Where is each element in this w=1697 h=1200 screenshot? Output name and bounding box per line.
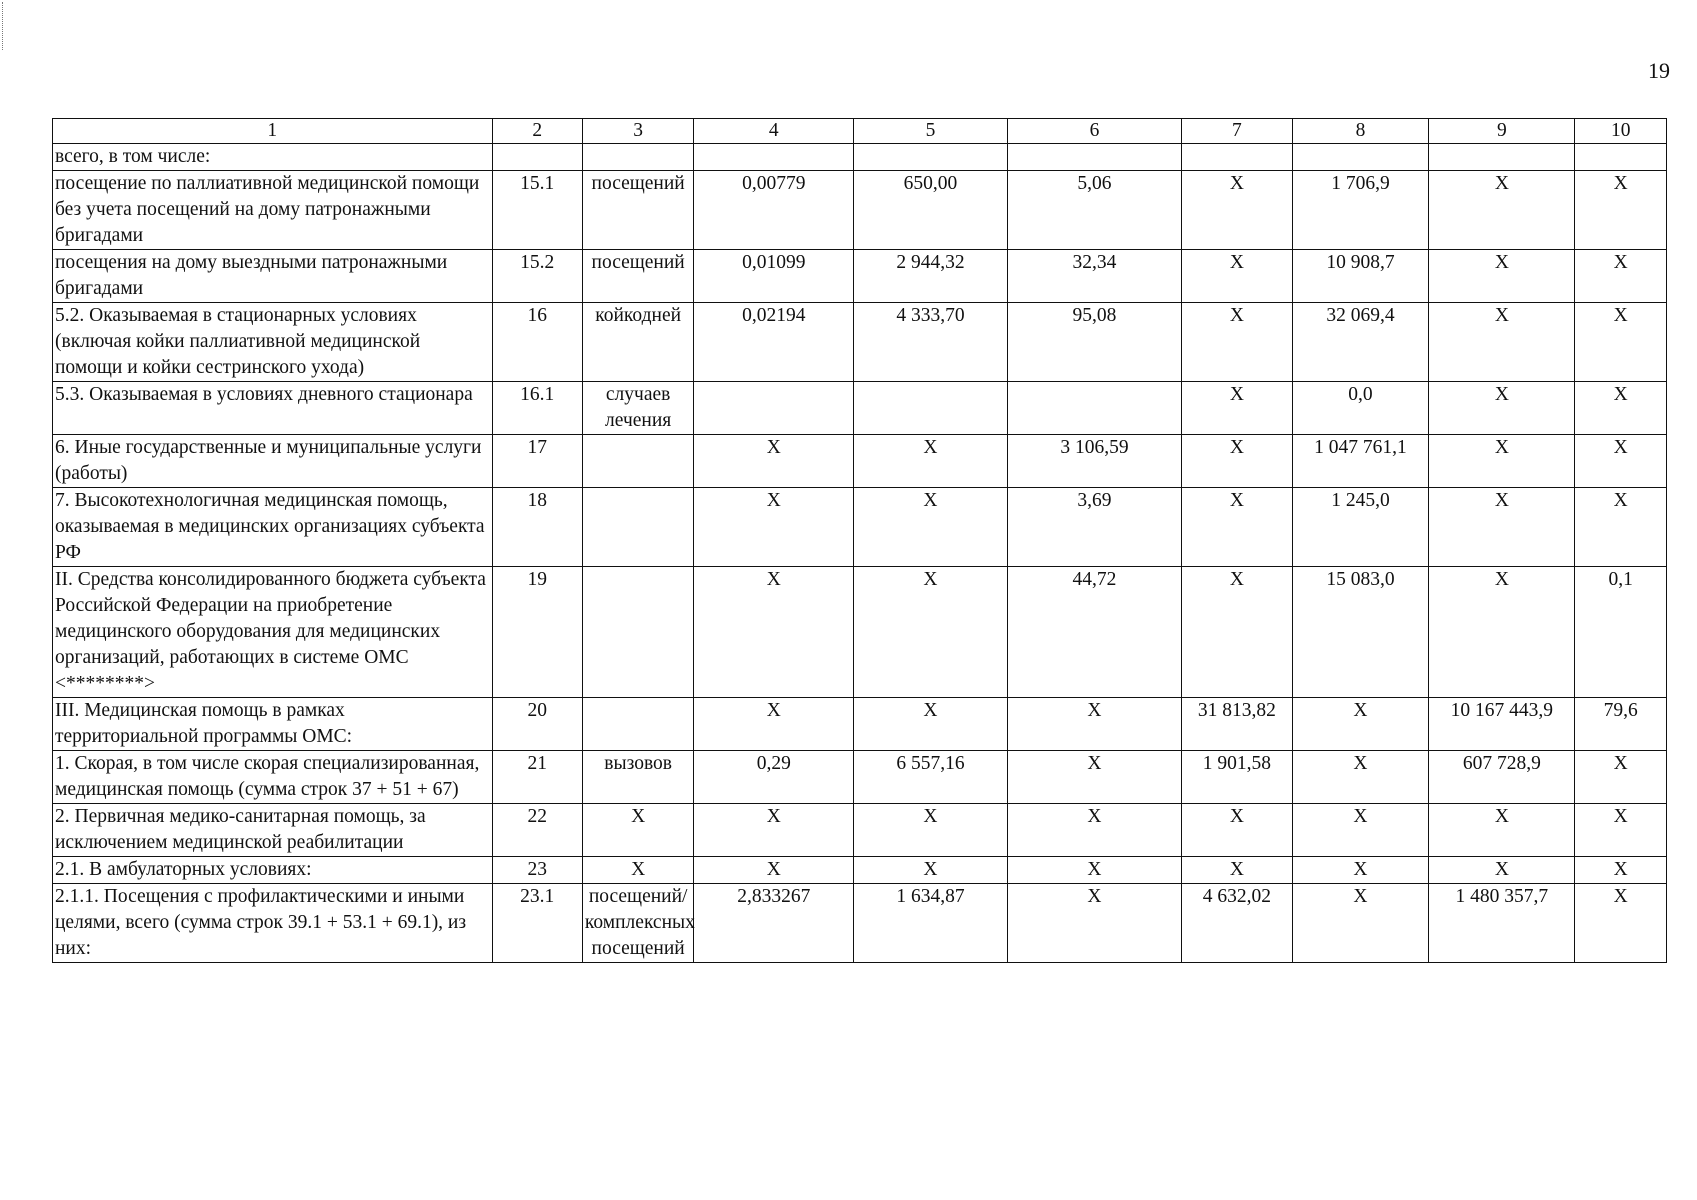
value-cell: X [1575, 884, 1667, 963]
value-cell: X [694, 804, 854, 857]
value-cell: посещений/комплексных посещений [582, 884, 693, 963]
value-cell: 1 047 761,1 [1292, 435, 1429, 488]
value-cell: X [1007, 884, 1182, 963]
column-header: 9 [1429, 119, 1575, 144]
row-label-cell: посещение по паллиативной медицинской помощи без учета посещений на дому патронажными бригадами [53, 171, 493, 250]
row-label-cell: II. Средства консолидированного бюджета субъекта Российской Федерации на приобретение медицинского оборудования для медицинских организаций, работающих в системе ОМС <********> [53, 567, 493, 698]
value-cell: X [1182, 567, 1292, 698]
scan-mark [2, 2, 9, 50]
value-cell: X [1292, 698, 1429, 751]
value-cell: X [1575, 250, 1667, 303]
value-cell: 16 [492, 303, 582, 382]
row-label-cell: 5.3. Оказываемая в условиях дневного стационара [53, 382, 493, 435]
value-cell: X [1575, 171, 1667, 250]
value-cell: 32 069,4 [1292, 303, 1429, 382]
value-cell: X [1007, 751, 1182, 804]
value-cell [1007, 382, 1182, 435]
column-header: 8 [1292, 119, 1429, 144]
column-header: 3 [582, 119, 693, 144]
value-cell: X [1182, 488, 1292, 567]
value-cell: X [582, 804, 693, 857]
value-cell: X [694, 567, 854, 698]
value-cell: X [1429, 435, 1575, 488]
value-cell: 2,833267 [694, 884, 854, 963]
value-cell: 607 728,9 [1429, 751, 1575, 804]
value-cell: X [1182, 250, 1292, 303]
budget-table [52, 118, 1667, 963]
value-cell: X [1429, 303, 1575, 382]
column-header: 5 [854, 119, 1008, 144]
value-cell: X [854, 804, 1008, 857]
value-cell: посещений [582, 250, 693, 303]
value-cell: 4 333,70 [854, 303, 1008, 382]
table-row [53, 303, 1667, 382]
value-cell: 1 245,0 [1292, 488, 1429, 567]
table-row [53, 567, 1667, 698]
value-cell: 0,1 [1575, 567, 1667, 698]
value-cell: 0,01099 [694, 250, 854, 303]
value-cell: 31 813,82 [1182, 698, 1292, 751]
value-cell: X [854, 488, 1008, 567]
value-cell: X [1429, 250, 1575, 303]
value-cell: 4 632,02 [1182, 884, 1292, 963]
column-header: 7 [1182, 119, 1292, 144]
table-row [53, 144, 1667, 171]
value-cell: X [1575, 751, 1667, 804]
value-cell: X [1182, 303, 1292, 382]
table-row [53, 857, 1667, 884]
value-cell: 0,02194 [694, 303, 854, 382]
value-cell: 23 [492, 857, 582, 884]
value-cell: X [854, 857, 1008, 884]
value-cell: X [694, 488, 854, 567]
value-cell: X [1182, 804, 1292, 857]
value-cell: X [1007, 857, 1182, 884]
row-label-cell: III. Медицинская помощь в рамках территориальной программы ОМС: [53, 698, 493, 751]
value-cell: X [1007, 698, 1182, 751]
value-cell: 22 [492, 804, 582, 857]
value-cell [582, 144, 693, 171]
value-cell: X [854, 698, 1008, 751]
value-cell [1575, 144, 1667, 171]
row-label-cell: всего, в том числе: [53, 144, 493, 171]
value-cell: X [694, 435, 854, 488]
value-cell: X [582, 857, 693, 884]
value-cell [1429, 144, 1575, 171]
value-cell: 16.1 [492, 382, 582, 435]
value-cell: 10 167 443,9 [1429, 698, 1575, 751]
table-row [53, 884, 1667, 963]
value-cell: X [854, 567, 1008, 698]
value-cell: 2 944,32 [854, 250, 1008, 303]
column-header: 10 [1575, 119, 1667, 144]
header-row [53, 119, 1667, 144]
value-cell: койкодней [582, 303, 693, 382]
value-cell: X [1007, 804, 1182, 857]
value-cell: 21 [492, 751, 582, 804]
table-row [53, 698, 1667, 751]
value-cell: X [1292, 857, 1429, 884]
table-row [53, 804, 1667, 857]
column-header: 6 [1007, 119, 1182, 144]
value-cell: X [1292, 804, 1429, 857]
value-cell: X [1429, 567, 1575, 698]
value-cell: X [1575, 435, 1667, 488]
value-cell: 44,72 [1007, 567, 1182, 698]
row-label-cell: 6. Иные государственные и муниципальные услуги (работы) [53, 435, 493, 488]
value-cell [854, 144, 1008, 171]
value-cell: X [694, 857, 854, 884]
value-cell: X [1292, 751, 1429, 804]
column-header: 2 [492, 119, 582, 144]
table-row [53, 250, 1667, 303]
table-row [53, 171, 1667, 250]
value-cell: 0,0 [1292, 382, 1429, 435]
value-cell: 15.2 [492, 250, 582, 303]
value-cell [854, 382, 1008, 435]
value-cell: посещений [582, 171, 693, 250]
value-cell: 15 083,0 [1292, 567, 1429, 698]
value-cell: 95,08 [1007, 303, 1182, 382]
column-header: 1 [53, 119, 493, 144]
value-cell: 0,29 [694, 751, 854, 804]
value-cell: X [1182, 171, 1292, 250]
value-cell: 17 [492, 435, 582, 488]
value-cell: 650,00 [854, 171, 1008, 250]
value-cell: X [1575, 303, 1667, 382]
value-cell: X [1182, 435, 1292, 488]
row-label-cell: 1. Скорая, в том числе скорая специализированная, медицинская помощь (сумма строк 37 + 51 + 67) [53, 751, 493, 804]
value-cell: X [1429, 382, 1575, 435]
row-label-cell: 5.2. Оказываемая в стационарных условиях (включая койки паллиативной медицинской помощи и койки сестринского ухода) [53, 303, 493, 382]
value-cell [582, 488, 693, 567]
value-cell [582, 698, 693, 751]
table-row [53, 435, 1667, 488]
row-label-cell: 2.1. В амбулаторных условиях: [53, 857, 493, 884]
table-row [53, 751, 1667, 804]
value-cell: 0,00779 [694, 171, 854, 250]
value-cell [694, 144, 854, 171]
value-cell: 1 634,87 [854, 884, 1008, 963]
value-cell: X [1182, 382, 1292, 435]
page-number: 19 [1648, 58, 1670, 83]
row-label-cell: 2. Первичная медико-санитарная помощь, за исключением медицинской реабилитации [53, 804, 493, 857]
row-label-cell: 2.1.1. Посещения с профилактическими и иными целями, всего (сумма строк 39.1 + 53.1 + 69.1), из них: [53, 884, 493, 963]
value-cell: 23.1 [492, 884, 582, 963]
value-cell: X [854, 435, 1008, 488]
value-cell [492, 144, 582, 171]
value-cell: 20 [492, 698, 582, 751]
value-cell [694, 382, 854, 435]
value-cell: 1 480 357,7 [1429, 884, 1575, 963]
value-cell: X [1429, 488, 1575, 567]
value-cell: X [1575, 488, 1667, 567]
value-cell: 10 908,7 [1292, 250, 1429, 303]
value-cell: 3,69 [1007, 488, 1182, 567]
value-cell: X [1575, 857, 1667, 884]
column-header: 4 [694, 119, 854, 144]
value-cell [1292, 144, 1429, 171]
value-cell: X [1575, 804, 1667, 857]
value-cell: X [1429, 171, 1575, 250]
value-cell: 18 [492, 488, 582, 567]
value-cell: 5,06 [1007, 171, 1182, 250]
value-cell: X [1182, 857, 1292, 884]
value-cell: вызовов [582, 751, 693, 804]
value-cell: 15.1 [492, 171, 582, 250]
row-label-cell: посещения на дому выездными патронажными бригадами [53, 250, 493, 303]
value-cell: 1 901,58 [1182, 751, 1292, 804]
value-cell [1007, 144, 1182, 171]
table-row [53, 488, 1667, 567]
value-cell: X [1292, 884, 1429, 963]
value-cell: X [694, 698, 854, 751]
value-cell: X [1429, 804, 1575, 857]
value-cell [1182, 144, 1292, 171]
value-cell: 1 706,9 [1292, 171, 1429, 250]
value-cell [582, 567, 693, 698]
value-cell: 3 106,59 [1007, 435, 1182, 488]
value-cell: 6 557,16 [854, 751, 1008, 804]
value-cell [582, 435, 693, 488]
table-row [53, 382, 1667, 435]
value-cell: 19 [492, 567, 582, 698]
row-label-cell: 7. Высокотехнологичная медицинская помощь, оказываемая в медицинских организациях субъекта РФ [53, 488, 493, 567]
value-cell: X [1429, 857, 1575, 884]
value-cell: 79,6 [1575, 698, 1667, 751]
value-cell: случаев лечения [582, 382, 693, 435]
value-cell: 32,34 [1007, 250, 1182, 303]
value-cell: X [1575, 382, 1667, 435]
